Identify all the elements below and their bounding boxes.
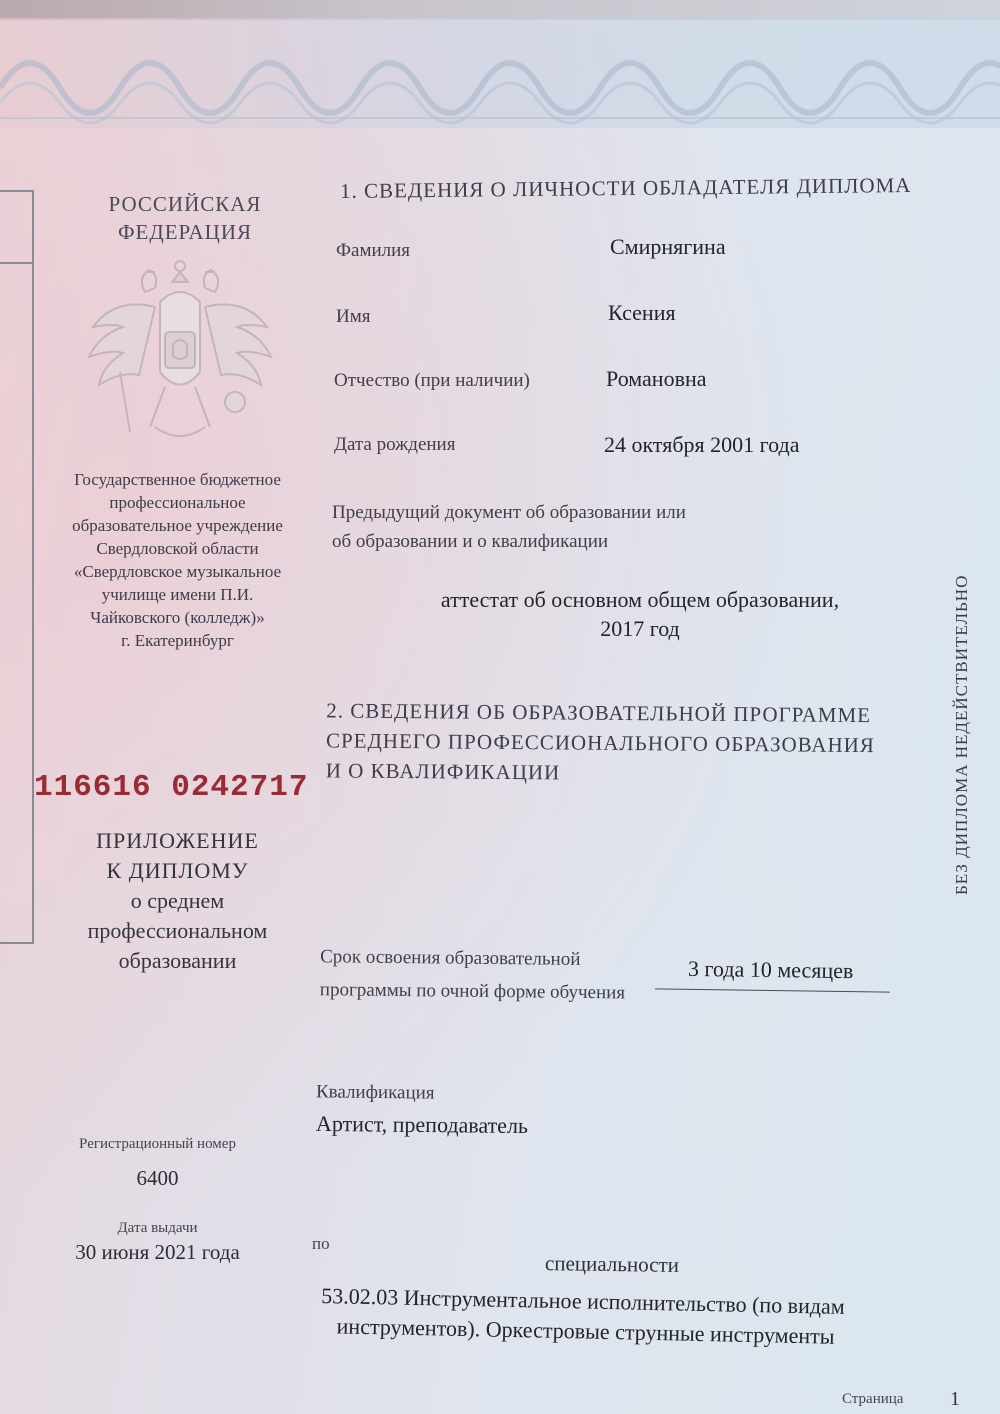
qualification-label: Квалификация xyxy=(315,1081,435,1104)
birth-date-label: Дата рождения xyxy=(334,434,456,455)
previous-document-label-line: об образовании и о квалификации xyxy=(332,531,609,552)
appendix-line: К ДИПЛОМУ xyxy=(106,858,249,883)
patronymic-label: Отчество (при наличии) xyxy=(334,370,530,391)
institution-line: Чайковского (колледж)» xyxy=(90,608,265,627)
institution-line: Свердловской области xyxy=(96,539,259,558)
page-number: 1 xyxy=(950,1388,960,1410)
double-headed-eagle-icon xyxy=(85,252,275,462)
program-duration-label xyxy=(320,940,661,1010)
previous-document-label-line: Предыдущий документ об образовании или xyxy=(332,502,686,523)
appendix-line: образовании xyxy=(118,948,237,973)
serial-number: 116616 0242717 xyxy=(34,770,309,805)
previous-document-value xyxy=(380,585,900,643)
country-heading xyxy=(95,190,275,246)
registration-number-value: 6400 xyxy=(136,1166,179,1190)
program-duration-underline xyxy=(655,988,890,992)
section2-title xyxy=(326,695,927,790)
name-label: Имя xyxy=(336,306,371,327)
specialty-label: специальности xyxy=(544,1251,680,1277)
specialty-value xyxy=(320,1263,961,1354)
top-edge-strip xyxy=(0,0,1000,20)
country-line-2: ФЕДЕРАЦИЯ xyxy=(117,220,253,244)
program-duration-label-line: программы по очной форме обучения xyxy=(319,979,626,1004)
left-page-edge-line xyxy=(0,262,32,264)
qualification-value: Артист, преподаватель xyxy=(315,1110,529,1139)
specialty-value-line: 53.02.03 Инструментальное исполнительство (по видам xyxy=(321,1282,846,1319)
page-label: Страница xyxy=(842,1391,904,1407)
issue-date-value: 30 июня 2021 года xyxy=(75,1240,240,1264)
guilloche-border-pattern xyxy=(0,18,1000,128)
institution-line: училище имени П.И. xyxy=(101,585,254,604)
patronymic-value: Романовна xyxy=(606,366,707,391)
registration-number-label: Регистрационный номер xyxy=(79,1136,236,1152)
appendix-line: профессиональном xyxy=(87,918,268,943)
institution-line: «Свердловское музыкальное xyxy=(73,562,282,581)
appendix-line: о среднем xyxy=(130,888,225,913)
section2-title-line: И О КВАЛИФИКАЦИИ xyxy=(325,758,561,785)
previous-document-value-line: аттестат об основном общем образовании, xyxy=(440,587,840,612)
institution-line: образовательное учреждение xyxy=(72,516,283,535)
country-line-1: РОССИЙСКАЯ xyxy=(108,192,262,216)
birth-date-value: 24 октября 2001 года xyxy=(604,432,800,457)
section2-title-line: СРЕДНЕГО ПРОФЕССИОНАЛЬНОГО ОБРАЗОВАНИЯ xyxy=(325,728,875,758)
section1-title: 1. СВЕДЕНИЯ О ЛИЧНОСТИ ОБЛАДАТЕЛЯ ДИПЛОМА xyxy=(339,173,912,203)
appendix-line: ПРИЛОЖЕНИЕ xyxy=(96,828,259,853)
issue-date-label: Дата выдачи xyxy=(117,1220,198,1236)
left-page-edge xyxy=(0,190,34,944)
previous-document-label xyxy=(332,498,792,556)
section2-title-line: 2. СВЕДЕНИЯ ОБ ОБРАЗОВАТЕЛЬНОЙ ПРОГРАММЕ xyxy=(326,698,872,728)
institution-name xyxy=(40,468,315,652)
specialty-value-line: инструментов). Оркестровые струнные инструменты xyxy=(336,1313,835,1349)
institution-line: профессиональное xyxy=(109,493,246,512)
institution-line: Государственное бюджетное xyxy=(74,470,281,489)
surname-label: Фамилия xyxy=(336,240,411,261)
po-label: по xyxy=(312,1234,330,1253)
institution-line: г. Екатеринбург xyxy=(121,631,234,650)
appendix-title xyxy=(50,826,305,976)
program-duration-label-line: Срок освоения образовательной xyxy=(320,946,581,970)
surname-value: Смирнягина xyxy=(610,234,726,259)
name-value: Ксения xyxy=(608,300,676,325)
program-duration-value: 3 года 10 месяцев xyxy=(687,955,854,984)
previous-document-value-line: 2017 год xyxy=(600,616,680,641)
side-validity-note: БЕЗ ДИПЛОМА НЕДЕЙСТВИТЕЛЬНО xyxy=(952,574,971,895)
